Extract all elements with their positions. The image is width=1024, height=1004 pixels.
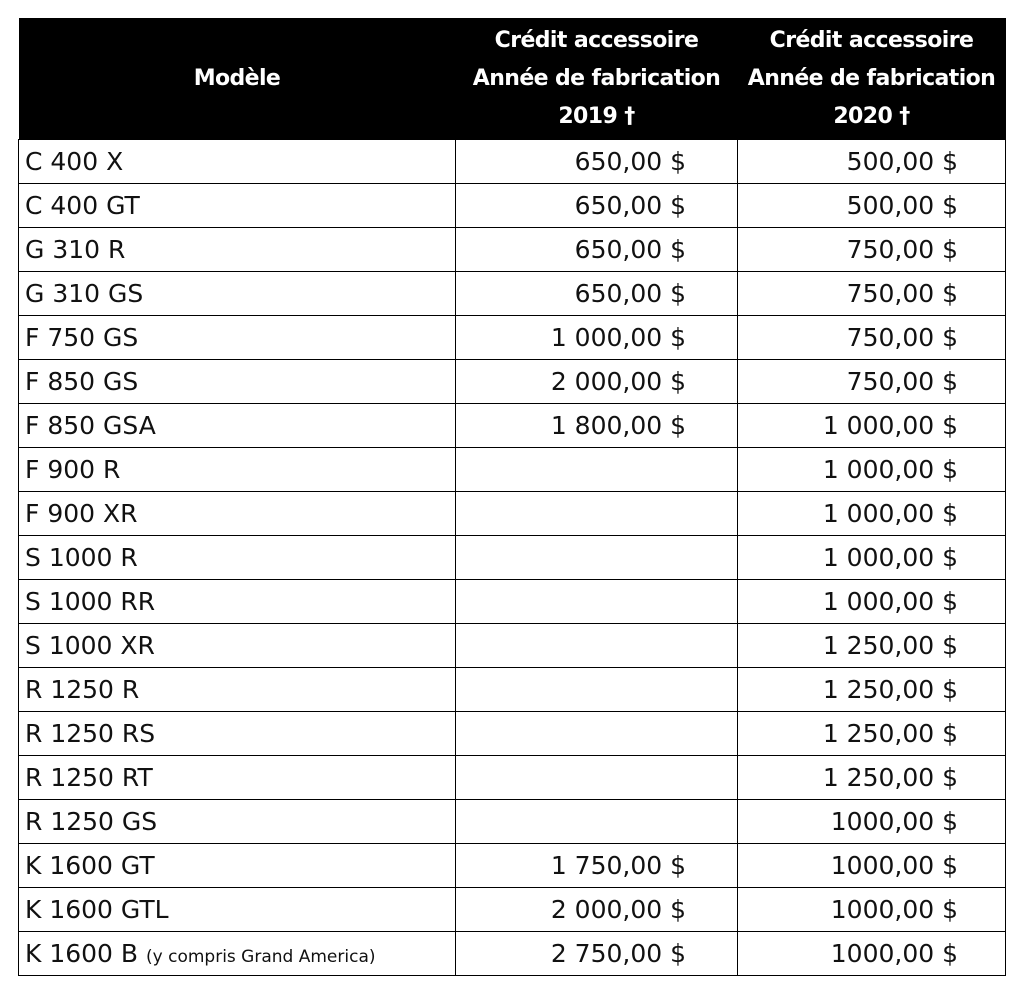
table-row bbox=[19, 316, 1006, 360]
model-name: K 1600 GT bbox=[25, 851, 155, 880]
model-name: F 850 GSA bbox=[25, 411, 156, 440]
credit-2019-cell bbox=[456, 756, 738, 800]
header-2019-line-1: Crédit accessoire bbox=[494, 27, 699, 53]
credit-2020-cell bbox=[738, 404, 1006, 448]
credit-2019-value: 2 750,00 $ bbox=[550, 939, 686, 968]
model-note: (y compris Grand America) bbox=[146, 947, 376, 967]
credit-2020-cell bbox=[738, 316, 1006, 360]
credit-2019-cell bbox=[456, 624, 738, 668]
credit-2019-value: 1 000,00 $ bbox=[550, 323, 686, 352]
model-name: F 850 GS bbox=[25, 367, 139, 396]
table-row bbox=[19, 492, 1006, 536]
credit-2019-value: 650,00 $ bbox=[574, 147, 686, 176]
credit-2019-cell bbox=[456, 932, 738, 976]
table-row bbox=[19, 536, 1006, 580]
header-2019-line-2: Année de fabrication bbox=[472, 65, 721, 91]
credit-2020-cell bbox=[738, 228, 1006, 272]
header-2020-line-2: Année de fabrication bbox=[747, 65, 996, 91]
table-row bbox=[19, 580, 1006, 624]
credit-2020-value: 750,00 $ bbox=[846, 323, 958, 352]
table-row bbox=[19, 712, 1006, 756]
model-cell bbox=[19, 360, 456, 404]
credit-2019-value: 650,00 $ bbox=[574, 279, 686, 308]
credit-2019-cell bbox=[456, 404, 738, 448]
header-2020-line-3: 2020 † bbox=[833, 103, 910, 129]
credit-2019-cell bbox=[456, 580, 738, 624]
table-row bbox=[19, 668, 1006, 712]
model-cell bbox=[19, 712, 456, 756]
credit-2019-cell bbox=[456, 800, 738, 844]
credit-2019-cell bbox=[456, 448, 738, 492]
credit-2020-value: 1 000,00 $ bbox=[822, 455, 958, 484]
credit-2019-value: 2 000,00 $ bbox=[550, 895, 686, 924]
table-row bbox=[19, 360, 1006, 404]
table-row bbox=[19, 228, 1006, 272]
model-cell bbox=[19, 580, 456, 624]
credit-2020-cell bbox=[738, 140, 1006, 184]
accessory-credit-table bbox=[18, 18, 1006, 976]
model-cell bbox=[19, 844, 456, 888]
model-name: C 400 X bbox=[25, 147, 124, 176]
credit-2019-value: 1 800,00 $ bbox=[550, 411, 686, 440]
model-cell bbox=[19, 272, 456, 316]
model-cell bbox=[19, 140, 456, 184]
model-name: F 900 R bbox=[25, 455, 121, 484]
table-row bbox=[19, 448, 1006, 492]
credit-2020-cell bbox=[738, 756, 1006, 800]
credit-2020-value: 1 250,00 $ bbox=[822, 719, 958, 748]
credit-2020-value: 750,00 $ bbox=[846, 279, 958, 308]
model-name: S 1000 RR bbox=[25, 587, 156, 616]
model-name: R 1250 R bbox=[25, 675, 140, 704]
credit-2020-cell bbox=[738, 800, 1006, 844]
header-2020 bbox=[738, 18, 1006, 140]
credit-2020-value: 1000,00 $ bbox=[830, 851, 958, 880]
model-name: S 1000 XR bbox=[25, 631, 155, 660]
credit-2020-value: 1 000,00 $ bbox=[822, 587, 958, 616]
credit-table-container bbox=[18, 18, 1005, 976]
model-cell bbox=[19, 184, 456, 228]
credit-2020-cell bbox=[738, 712, 1006, 756]
credit-2020-value: 500,00 $ bbox=[846, 147, 958, 176]
credit-2019-cell bbox=[456, 536, 738, 580]
table-row bbox=[19, 756, 1006, 800]
credit-2020-cell bbox=[738, 448, 1006, 492]
table-row bbox=[19, 272, 1006, 316]
credit-2020-value: 750,00 $ bbox=[846, 235, 958, 264]
table-row bbox=[19, 184, 1006, 228]
model-name: R 1250 RT bbox=[25, 763, 153, 792]
credit-2019-value: 650,00 $ bbox=[574, 235, 686, 264]
credit-2019-cell bbox=[456, 184, 738, 228]
table-header bbox=[19, 18, 1006, 140]
model-name: F 900 XR bbox=[25, 499, 138, 528]
model-cell bbox=[19, 448, 456, 492]
credit-2019-cell bbox=[456, 888, 738, 932]
model-cell bbox=[19, 932, 456, 976]
credit-2019-cell bbox=[456, 844, 738, 888]
model-name: R 1250 RS bbox=[25, 719, 156, 748]
credit-2020-cell bbox=[738, 580, 1006, 624]
credit-2020-value: 1 000,00 $ bbox=[822, 411, 958, 440]
credit-2020-value: 1 250,00 $ bbox=[822, 675, 958, 704]
credit-2020-cell bbox=[738, 360, 1006, 404]
model-cell bbox=[19, 888, 456, 932]
header-row bbox=[19, 18, 1006, 140]
credit-2020-cell bbox=[738, 536, 1006, 580]
credit-2019-cell bbox=[456, 712, 738, 756]
credit-2019-cell bbox=[456, 316, 738, 360]
model-cell bbox=[19, 536, 456, 580]
credit-2020-cell bbox=[738, 492, 1006, 536]
model-cell bbox=[19, 316, 456, 360]
header-2019-line-3: 2019 † bbox=[558, 103, 635, 129]
credit-2020-value: 1000,00 $ bbox=[830, 895, 958, 924]
credit-2020-cell bbox=[738, 624, 1006, 668]
credit-2019-cell bbox=[456, 360, 738, 404]
header-model bbox=[19, 18, 456, 140]
model-name: G 310 R bbox=[25, 235, 126, 264]
model-name: G 310 GS bbox=[25, 279, 144, 308]
table-row bbox=[19, 888, 1006, 932]
header-2019 bbox=[456, 18, 738, 140]
table-body bbox=[19, 140, 1006, 976]
model-name: R 1250 GS bbox=[25, 807, 158, 836]
model-cell bbox=[19, 800, 456, 844]
header-model-label: Modèle bbox=[193, 65, 281, 91]
credit-2020-cell bbox=[738, 272, 1006, 316]
credit-2020-cell bbox=[738, 668, 1006, 712]
header-2020-line-1: Crédit accessoire bbox=[769, 27, 974, 53]
model-cell bbox=[19, 404, 456, 448]
table-row bbox=[19, 932, 1006, 976]
credit-2020-value: 1000,00 $ bbox=[830, 939, 958, 968]
table-row bbox=[19, 844, 1006, 888]
credit-2020-value: 1 000,00 $ bbox=[822, 543, 958, 572]
model-name: S 1000 R bbox=[25, 543, 138, 572]
credit-2020-cell bbox=[738, 888, 1006, 932]
table-row bbox=[19, 140, 1006, 184]
credit-2020-value: 1 000,00 $ bbox=[822, 499, 958, 528]
credit-2020-value: 750,00 $ bbox=[846, 367, 958, 396]
table-row bbox=[19, 800, 1006, 844]
model-name: F 750 GS bbox=[25, 323, 139, 352]
credit-2019-value: 1 750,00 $ bbox=[550, 851, 686, 880]
credit-2020-value: 1 250,00 $ bbox=[822, 631, 958, 660]
credit-2019-value: 650,00 $ bbox=[574, 191, 686, 220]
credit-2019-cell bbox=[456, 140, 738, 184]
model-name: K 1600 GTL bbox=[25, 895, 169, 924]
credit-2020-cell bbox=[738, 844, 1006, 888]
model-cell bbox=[19, 492, 456, 536]
credit-2019-value: 2 000,00 $ bbox=[550, 367, 686, 396]
model-cell bbox=[19, 668, 456, 712]
model-cell bbox=[19, 228, 456, 272]
credit-2020-cell bbox=[738, 184, 1006, 228]
model-cell bbox=[19, 624, 456, 668]
model-cell bbox=[19, 756, 456, 800]
credit-2020-value: 500,00 $ bbox=[846, 191, 958, 220]
model-name: K 1600 B bbox=[25, 939, 139, 968]
credit-2019-cell bbox=[456, 272, 738, 316]
table-row bbox=[19, 624, 1006, 668]
credit-2019-cell bbox=[456, 668, 738, 712]
credit-2020-value: 1000,00 $ bbox=[830, 807, 958, 836]
credit-2020-value: 1 250,00 $ bbox=[822, 763, 958, 792]
credit-2019-cell bbox=[456, 228, 738, 272]
credit-2020-cell bbox=[738, 932, 1006, 976]
table-row bbox=[19, 404, 1006, 448]
model-name: C 400 GT bbox=[25, 191, 140, 220]
credit-2019-cell bbox=[456, 492, 738, 536]
